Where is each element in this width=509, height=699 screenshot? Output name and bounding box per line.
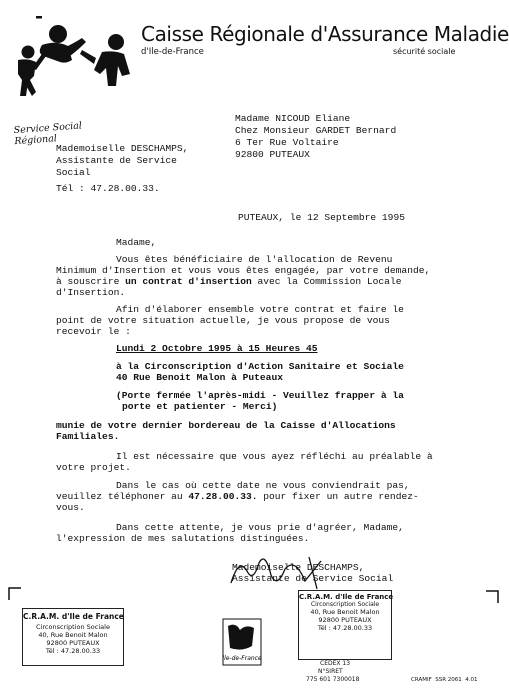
stamp-right-line-2: 40, Rue Benoit Malon bbox=[310, 608, 380, 616]
corner-mark-right-icon bbox=[485, 590, 499, 604]
sender-role-2: Social bbox=[56, 167, 91, 178]
paragraph-2-line-3: recevoir le : bbox=[56, 326, 131, 337]
door-note-line-1: (Porte fermée l'après-midi - Veuillez frapper à la bbox=[116, 390, 404, 401]
cram-stamp-right bbox=[298, 590, 392, 660]
org-name: Caisse Régionale d'Assurance Maladie bbox=[141, 22, 509, 46]
paragraph-1-line-3: à souscrire un contrat d'insertion avec la Commission Locale bbox=[56, 276, 402, 287]
paragraph-4-line-1: Dans le cas où cette date ne vous conviendrait pas, bbox=[116, 480, 410, 491]
stamp-right-line-6: N°SIRET bbox=[318, 668, 343, 675]
paragraph-2-line-1: Afin d'élaborer ensemble votre contrat et faire le bbox=[116, 304, 404, 315]
sender-name: Mademoiselle DESCHAMPS, bbox=[56, 143, 189, 154]
service-signature: Service Social Régional bbox=[13, 120, 83, 148]
corner-mark-icon bbox=[8, 587, 22, 601]
recipient-line-3: 6 Ter Rue Voltaire bbox=[235, 137, 339, 148]
stamp-right-line-4: Tél : 47.28.00.33 bbox=[317, 624, 373, 632]
stamp-right-title: C.R.A.M. d'Ile de France bbox=[299, 593, 394, 601]
sender-phone: Tél : 47.28.00.33. bbox=[56, 183, 160, 194]
stamp-right-line-1: Circonscription Sociale bbox=[310, 601, 380, 608]
sender-role: Assistante de Service bbox=[56, 155, 177, 166]
door-note-line-2: porte et patienter - Merci) bbox=[122, 401, 278, 412]
signature-role: Assistante de Service Social bbox=[232, 573, 394, 584]
footer-form-code: CRAMIF SSR 2061 4.01 bbox=[411, 677, 478, 683]
stamp-right-line-5: CEDEX 13 bbox=[320, 660, 351, 667]
org-region: d'Ile-de-France bbox=[141, 47, 204, 57]
paragraph-3-line-1: Il est nécessaire que vous ayez réfléchi au préalable à bbox=[116, 451, 433, 462]
bring-document-line-1: munie de votre dernier bordereau de la Caisse d'Allocations bbox=[56, 420, 396, 431]
svg-text:Ile-de-France: Ile-de-France bbox=[222, 655, 262, 662]
salutation: Madame, bbox=[116, 237, 157, 248]
stamp-left-title: C.R.A.M. d'Ile de France bbox=[23, 612, 124, 621]
appointment-place-line-1: à la Circonscription d'Action Sanitaire et Sociale bbox=[116, 361, 404, 372]
signature-name: Mademoiselle DESCHAMPS, bbox=[232, 562, 365, 573]
recipient-line-2: Chez Monsieur GARDET Bernard bbox=[235, 125, 397, 136]
paragraph-3-line-2: votre projet. bbox=[56, 462, 131, 473]
recipient-line-4: 92800 PUTEAUX bbox=[235, 149, 310, 160]
letter-date: PUTEAUX, le 12 Septembre 1995 bbox=[238, 212, 405, 223]
stamp-right-line-7: 775 601 7300018 bbox=[306, 676, 360, 683]
cram-logo-figures-icon bbox=[6, 12, 138, 102]
paragraph-1-line-1: Vous êtes bénéficiaire de l'allocation de Revenu bbox=[116, 254, 393, 265]
stamp-left-line-4: Tél : 47.28.00.33 bbox=[45, 647, 101, 655]
bring-document-line-2: Familiales. bbox=[56, 431, 120, 442]
stamp-left-line-3: 92800 PUTEAUX bbox=[46, 639, 100, 647]
appointment-date: Lundi 2 Octobre 1995 à 15 Heures 45 bbox=[116, 343, 318, 354]
stamp-right-line-3: 92800 PUTEAUX bbox=[318, 616, 372, 624]
paragraph-5-line-2: l'expression de mes salutations distinguées. bbox=[56, 533, 310, 544]
recipient-line-1: Madame NICOUD Eliane bbox=[235, 113, 351, 124]
org-tagline: sécurité sociale bbox=[393, 47, 456, 56]
paragraph-1-line-2: Minimum d'Insertion et vous vous êtes engagée, par votre demande, bbox=[56, 265, 431, 276]
cram-stamp-left bbox=[22, 608, 124, 666]
paragraph-2-line-2: point de votre situation actuelle, je vous propose de vous bbox=[56, 315, 390, 326]
ile-de-france-logo-icon bbox=[222, 618, 262, 666]
stamp-left-line-2: 40, Rue Benoit Malon bbox=[38, 631, 108, 639]
handwritten-signature-icon bbox=[225, 553, 345, 593]
appointment-place-line-2: 40 Rue Benoit Malon à Puteaux bbox=[116, 372, 283, 383]
stamp-left-line-1: Circonscription Sociale bbox=[36, 623, 110, 631]
paragraph-1-line-4: d'Insertion. bbox=[56, 287, 126, 298]
paragraph-4-line-2: veuillez téléphoner au 47.28.00.33. pour fixer un autre rendez- bbox=[56, 491, 419, 502]
paragraph-4-line-3: vous. bbox=[56, 502, 85, 513]
paragraph-5-line-1: Dans cette attente, je vous prie d'agréer, Madame, bbox=[116, 522, 404, 533]
